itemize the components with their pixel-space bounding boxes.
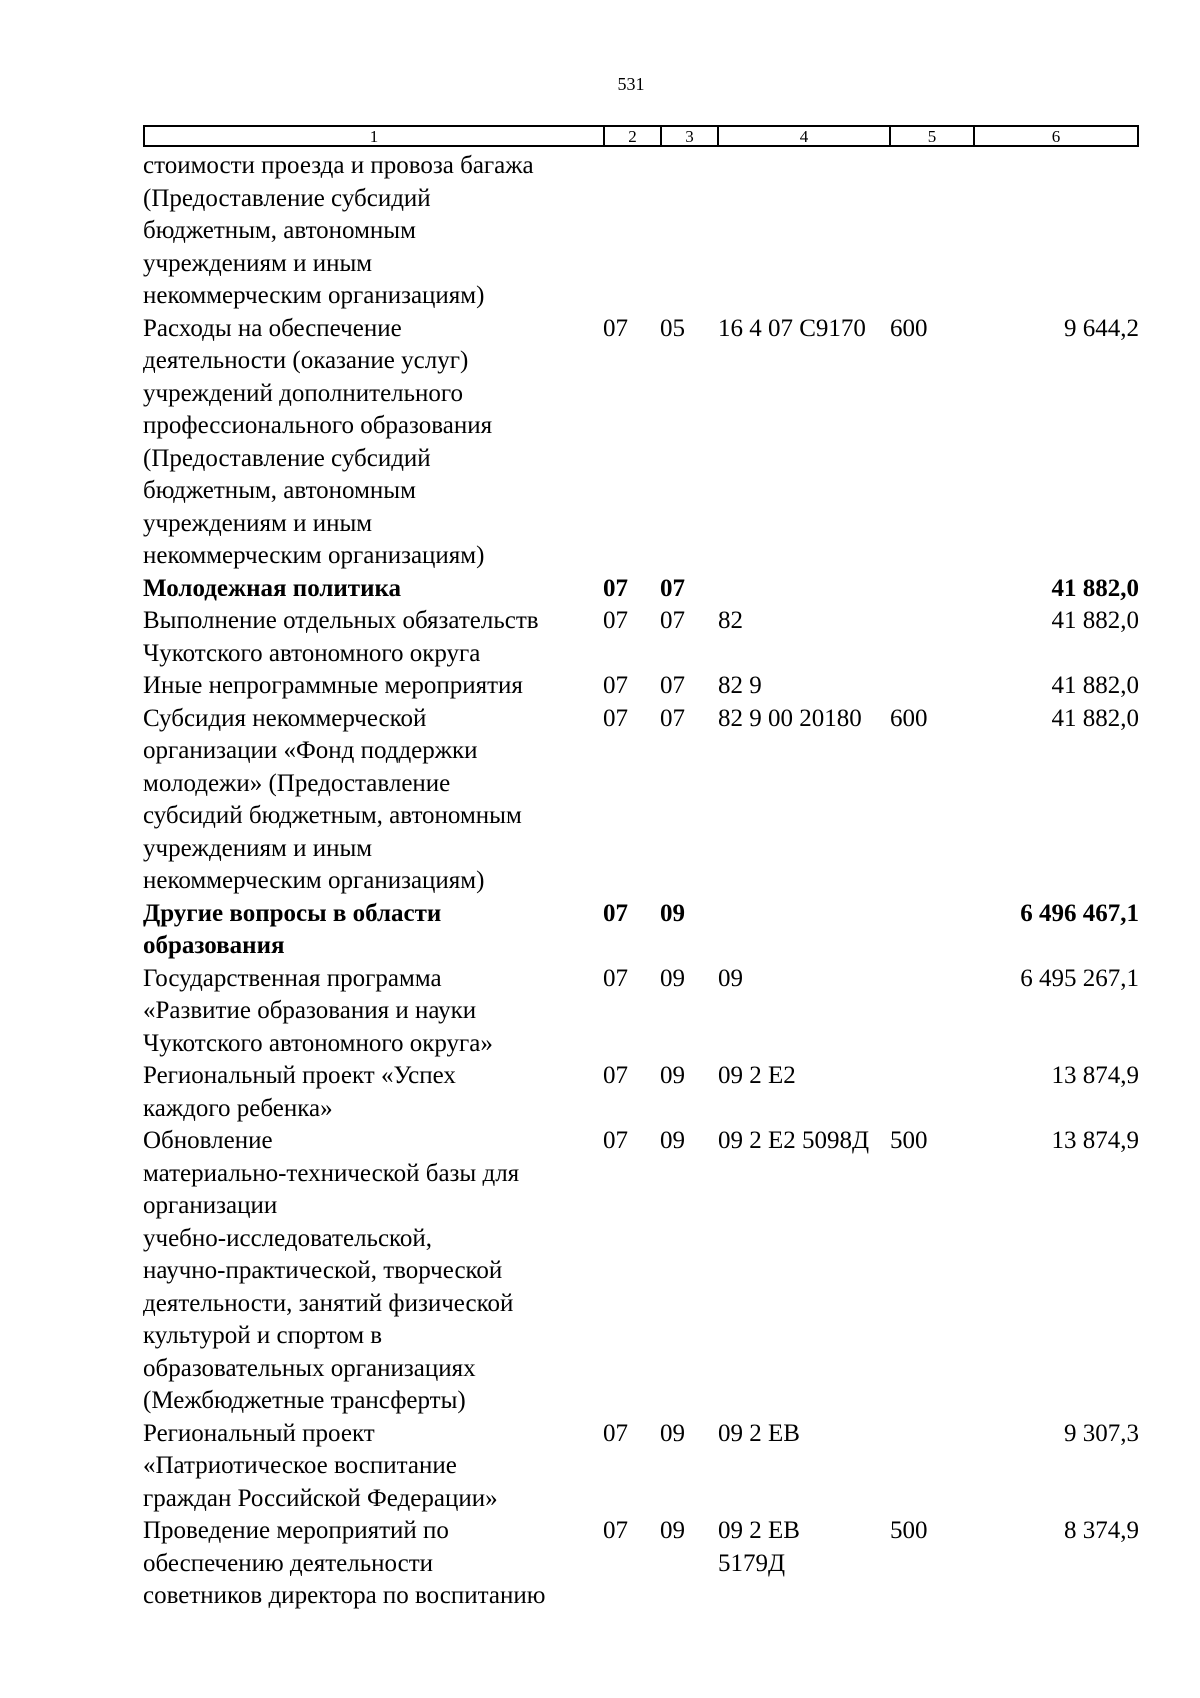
row-subsection-cell: 09 bbox=[660, 1062, 685, 1089]
row-amount-cell: 8 374,9 bbox=[1064, 1517, 1139, 1544]
row-expense-type-cell: 600 bbox=[890, 704, 928, 732]
row-name-cell: Проведение мероприятий по обеспечению деятельности советников директора по воспитанию bbox=[143, 1517, 546, 1609]
row-subsection-cell: 09 bbox=[660, 1127, 685, 1154]
row-name-cell: Региональный проект «Патриотическое воспитание граждан Российской Федерации» bbox=[143, 1419, 498, 1512]
table-row bbox=[143, 703, 1143, 898]
table-row bbox=[143, 150, 1143, 313]
row-amount-cell: 41 882,0 bbox=[1051, 672, 1139, 699]
row-subsection-cell: 07 bbox=[660, 704, 685, 732]
row-name-cell: Расходы на обеспечение деятельности (оказание услуг) учреждений дополнительного профессионального образования (Предоставление субсидий бюджетным, автономным учреждениям и иным некоммерческим организациям) bbox=[143, 314, 493, 569]
table-header-row bbox=[143, 125, 1139, 147]
page-number: 531 bbox=[617, 74, 645, 94]
table-row bbox=[143, 1515, 1143, 1613]
column-header-2: 2 bbox=[605, 127, 662, 145]
row-expense-type-cell: 500 bbox=[890, 1127, 928, 1154]
row-section-cell: 07 bbox=[603, 704, 628, 732]
row-name-cell: Обновление материально-технической базы для организации учебно-исследовательской, научно-практической, творческой деятельности, занятий физической культурой и спортом в образовательных организациях (Межбюджетные трансферты) bbox=[143, 1127, 520, 1414]
table-row bbox=[143, 670, 1143, 703]
row-section-cell: 07 bbox=[603, 1127, 628, 1154]
row-section-cell: 07 bbox=[603, 1517, 628, 1544]
row-name-cell: Иные непрограммные мероприятия bbox=[143, 672, 523, 699]
column-header-6: 6 bbox=[1051, 127, 1061, 146]
row-section-cell: 07 bbox=[603, 1419, 628, 1447]
row-amount-cell: 13 874,9 bbox=[1051, 1062, 1139, 1089]
row-section-cell: 07 bbox=[603, 964, 628, 992]
row-target-article-cell: 82 9 bbox=[718, 672, 762, 699]
column-header-3: 3 bbox=[662, 127, 719, 145]
row-name-cell: Региональный проект «Успех каждого ребенка» bbox=[143, 1062, 456, 1122]
table-row bbox=[143, 898, 1143, 963]
row-name-cell: стоимости проезда и провоза багажа (Предоставление субсидий бюджетным, автономным учреждениям и иным некоммерческим организациям) bbox=[143, 152, 534, 309]
row-section-cell: 07 bbox=[603, 574, 628, 602]
row-name-cell: Молодежная политика bbox=[143, 574, 402, 602]
row-target-article-cell: 16 4 07 С9170 bbox=[718, 314, 866, 342]
row-name-cell: Другие вопросы в области образования bbox=[143, 899, 442, 959]
column-header-4: 4 bbox=[719, 127, 891, 145]
row-subsection-cell: 09 bbox=[660, 1517, 685, 1544]
row-section-cell: 07 bbox=[603, 899, 628, 927]
row-section-cell: 07 bbox=[603, 1062, 628, 1089]
row-amount-cell: 13 874,9 bbox=[1051, 1127, 1139, 1154]
table-row bbox=[143, 605, 1143, 670]
row-amount-cell: 6 495 267,1 bbox=[1020, 964, 1139, 992]
row-amount-cell: 9 644,2 bbox=[1064, 314, 1139, 342]
row-target-article-cell: 82 9 00 20180 bbox=[718, 704, 862, 732]
row-section-cell: 07 bbox=[603, 607, 628, 634]
row-amount-cell: 9 307,3 bbox=[1064, 1419, 1139, 1447]
row-section-cell: 07 bbox=[603, 314, 628, 342]
row-target-article-cell: 09 2 Е2 5098Д bbox=[718, 1127, 870, 1154]
row-amount-cell: 6 496 467,1 bbox=[1020, 899, 1139, 927]
table-row bbox=[143, 1060, 1143, 1125]
row-target-article-cell: 82 bbox=[718, 607, 743, 634]
row-name-cell: Государственная программа «Развитие образования и науки Чукотского автономного округа» bbox=[143, 964, 493, 1057]
row-subsection-cell: 05 bbox=[660, 314, 685, 342]
row-name-cell: Выполнение отдельных обязательств Чукотского автономного округа bbox=[143, 607, 539, 667]
row-section-cell: 07 bbox=[603, 672, 628, 699]
row-amount-cell: 41 882,0 bbox=[1051, 574, 1139, 602]
row-target-article-cell: 09 2 ЕВ bbox=[718, 1419, 800, 1447]
table-row bbox=[143, 1418, 1143, 1516]
row-expense-type-cell: 500 bbox=[890, 1517, 928, 1544]
row-amount-cell: 41 882,0 bbox=[1051, 607, 1139, 634]
row-amount-cell: 41 882,0 bbox=[1051, 704, 1139, 732]
row-subsection-cell: 09 bbox=[660, 899, 685, 927]
row-name-cell: Субсидия некоммерческой организации «Фонд поддержки молодежи» (Предоставление субсидий бюджетным, автономным учреждениям и иным некоммерческим организациям) bbox=[143, 704, 522, 894]
budget-table-body bbox=[143, 150, 1143, 1613]
row-subsection-cell: 07 bbox=[660, 672, 685, 699]
column-header-1: 1 bbox=[145, 127, 605, 145]
row-subsection-cell: 07 bbox=[660, 607, 685, 634]
row-target-article-cell: 09 2 ЕВ 5179Д bbox=[718, 1517, 800, 1577]
row-subsection-cell: 09 bbox=[660, 964, 685, 992]
table-row bbox=[143, 573, 1143, 606]
row-subsection-cell: 07 bbox=[660, 574, 685, 602]
row-subsection-cell: 09 bbox=[660, 1419, 685, 1447]
row-target-article-cell: 09 bbox=[718, 964, 743, 992]
column-header-5: 5 bbox=[891, 127, 975, 145]
row-expense-type-cell: 600 bbox=[890, 314, 928, 342]
table-row bbox=[143, 313, 1143, 573]
table-row bbox=[143, 963, 1143, 1061]
row-target-article-cell: 09 2 Е2 bbox=[718, 1062, 796, 1089]
table-row bbox=[143, 1125, 1143, 1418]
